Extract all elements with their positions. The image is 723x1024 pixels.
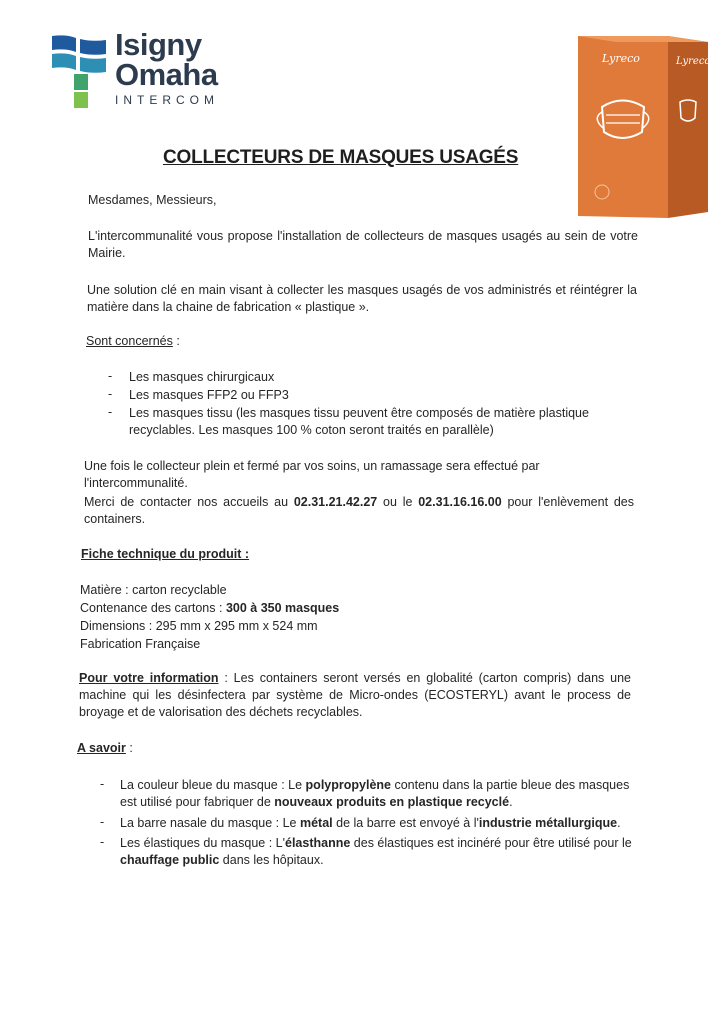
bullet-dash: - <box>108 405 113 419</box>
contact-paragraph: Merci de contacter nos accueils au 02.31.21.42.27 ou le 02.31.16.16.00 pour l'enlèvement des containers. <box>84 495 634 526</box>
tech-material: Matière : carton recyclable <box>80 583 227 597</box>
phone-number-1: 02.31.21.42.27 <box>293 495 378 509</box>
logo-line-2: Omaha <box>115 57 218 92</box>
box-brand-front: Lyreco <box>602 52 640 65</box>
info-paragraph: Pour votre information : Les containers seront versés en globalité (carton compris) dans une machine qui les désinfectera par système de Micro-ondes (ECOSTERYL) avant le process de broyage et de valorisation des déchets recyclables. <box>79 671 632 719</box>
solution-paragraph: Une solution clé en main visant à collecter les masques usagés de vos administrés et réintégrer la matière dans la chaine de fabrication « plastique ». <box>87 283 637 314</box>
list-item: Les masques chirurgicaux <box>129 370 275 384</box>
bullet-dash: - <box>100 815 105 829</box>
intro-paragraph: L'intercommunalité vous propose l'installation de collecteurs de masques usagés au sein de votre Mairie. <box>88 229 638 260</box>
bullet-dash: - <box>108 369 113 383</box>
know-item-elastic: Les élastiques du masque : L'élasthanne des élastiques est incinéré pour être utilisé pour le chauffage public dans les hôpitaux. <box>120 836 632 867</box>
tech-dimensions: Dimensions : 295 mm x 295 mm x 524 mm <box>80 619 318 633</box>
tech-capacity: Contenance des cartons : 300 à 350 masques <box>80 601 340 615</box>
greeting: Mesdames, Messieurs, <box>88 193 217 207</box>
concerned-heading: Sont concernés : <box>86 334 180 348</box>
box-brand-side: Lyreco <box>676 56 711 67</box>
logo-mark-icon <box>52 34 110 108</box>
bullet-dash: - <box>100 777 105 791</box>
phone-number-2: 02.31.16.16.00 <box>418 495 502 509</box>
list-item: Les masques tissu (les masques tissu peuvent être composés de matière plastique recyclables. Les masques 100 % coton seront traités en parallèle) <box>129 406 589 437</box>
know-item-nose-bar: La barre nasale du masque : Le métal de la barre est envoyé à l'industrie métallurgique. <box>120 816 621 830</box>
list-item: Les masques FFP2 ou FFP3 <box>129 388 289 402</box>
tech-manufacturing: Fabrication Française <box>80 637 201 651</box>
logo-line-3: INTERCOM <box>115 93 219 107</box>
bullet-dash: - <box>108 387 113 401</box>
bullet-dash: - <box>100 835 105 849</box>
know-item-blue: La couleur bleue du masque : Le polypropylène contenu dans la partie bleue des masques est utilisé pour fabriquer de nouveaux produits en plastique recyclé. <box>120 778 630 809</box>
pickup-paragraph: Une fois le collecteur plein et fermé par vos soins, un ramassage sera effectué par l'intercommunalité. <box>84 459 540 490</box>
tech-sheet-heading: Fiche technique du produit : <box>81 547 250 561</box>
logo-line-1: Isigny <box>115 27 202 62</box>
collector-box-image <box>572 32 712 220</box>
intercom-logo <box>52 27 252 112</box>
know-heading: A savoir : <box>77 741 133 755</box>
page-title: COLLECTEURS DE MASQUES USAGÉS <box>163 147 519 168</box>
